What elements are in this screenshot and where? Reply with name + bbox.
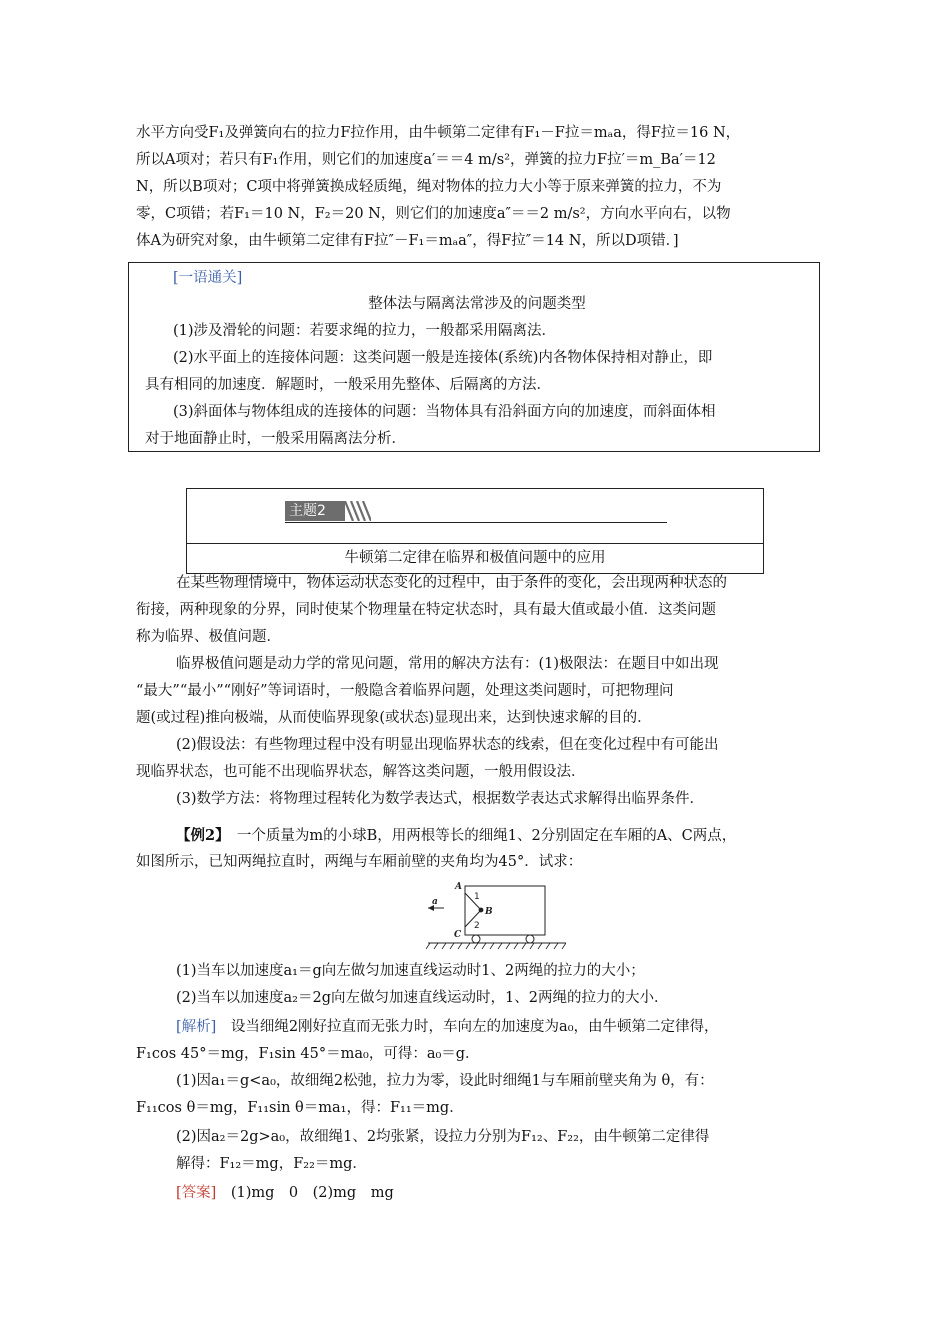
wheel-right (526, 935, 534, 943)
ball-b (479, 908, 484, 913)
top-line-2: 所以A项对；若只有F₁作用，则它们的加速度a′＝＝4 m/s²，弹簧的拉力F拉′＝m_Ba′＝12 (136, 152, 716, 168)
top-line-1: 水平方向受F₁及弹簧向右的拉力F拉作用，由牛顿第二定律有F₁－F拉＝mₐa，得F拉＝16 N， (136, 125, 741, 141)
body-line: 称为临界、极值问题． (136, 629, 281, 645)
body-line: 临界极值问题是动力学的常见问题，常用的解决方法有：(1)极限法：在题目中如出现 (176, 656, 719, 672)
solution-label: [解析] (176, 1019, 217, 1035)
topic-rule (285, 522, 667, 523)
label-rope-1: 1 (474, 892, 480, 902)
body-line: (2)假设法：有些物理过程中没有明显出现临界状态的线索，但在变化过程中有可能出 (176, 737, 719, 753)
summary-box (128, 262, 820, 452)
summary-line: (3)斜面体与物体组成的连接体的问题：当物体具有沿斜面方向的加速度，而斜面体相 (173, 404, 716, 420)
topic-box (186, 488, 764, 574)
summary-title: 整体法与隔离法常涉及的问题类型 (368, 296, 586, 312)
topic-subtitle: 牛顿第二定律在临界和极值问题中的应用 (344, 550, 606, 566)
summary-line: 对于地面静止时，一般采用隔离法分析． (145, 431, 406, 447)
top-line-4: 零，C项错；若F₁＝10 N，F₂＝20 N，则它们的加速度a″＝＝2 m/s²，方向水平向右，以物 (136, 206, 731, 222)
wheel-left (472, 935, 480, 943)
body-line: 题(或过程)推向极端，从而使临界现象(或状态)显现出来，达到快速求解的目的． (136, 710, 652, 726)
cart-diagram (426, 880, 566, 950)
solution-line (176, 1014, 816, 1041)
body-line: “最大”“最小”“刚好”等词语时，一般隐含着临界问题，处理这类问题时，可把物理问 (136, 683, 674, 699)
label-A: A (455, 882, 462, 892)
solution-line: F₁cos 45°＝mg，F₁sin 45°＝ma₀，可得：a₀＝g． (136, 1046, 480, 1062)
body-line: (3)数学方法：将物理过程转化为数学表达式，根据数学表达式求解得出临界条件． (176, 791, 705, 807)
top-line-5: 体A为研究对象，由牛顿第二定律有F拉″－F₁＝mₐa″，得F拉″＝14 N，所以D项错．] (136, 233, 679, 249)
question-2: (2)当车以加速度a₂＝2g向左做匀加速直线运动时，1、2两绳的拉力的大小． (176, 990, 669, 1006)
label-B: B (485, 907, 493, 917)
topic-tag: 主题2 (285, 501, 345, 521)
answer-label: [答案] (176, 1185, 217, 1201)
example-line (176, 822, 816, 850)
top-line-3: N，所以B项对；C项中将弹簧换成轻质绳，绳对物体的拉力大小等于原来弹簧的拉力，不为 (136, 179, 722, 195)
solution-line: (1)因a₁＝g<a₀，故细绳2松弛，拉力为零，设此时细绳1与车厢前壁夹角为 θ，有： (176, 1073, 714, 1089)
body-line: 在某些物理情境中，物体运动状态变化的过程中，由于条件的变化，会出现两种状态的 (176, 575, 727, 591)
summary-line: (2)水平面上的连接体问题：这类问题一般是连接体(系统)内各物体保持相对静止，即 (173, 350, 713, 366)
label-C: C (454, 930, 462, 940)
solution-line: (2)因a₂＝2g>a₀，故细绳1、2均张紧，设拉力分别为F₁₂、F₂₂，由牛顿第二定律得 (176, 1129, 710, 1145)
example-line: 如图所示，已知两绳拉直时，两绳与车厢前壁的夹角均为45°．试求： (136, 854, 583, 870)
solution-line: 解得：F₁₂＝mg，F₂₂＝mg． (176, 1156, 367, 1172)
solution-text: 设当细绳2刚好拉直而无张力时，车向左的加速度为a₀，由牛顿第二定律得， (216, 1019, 719, 1035)
solution-line: F₁₁cos θ＝mg，F₁₁sin θ＝ma₁，得：F₁₁＝mg． (136, 1100, 464, 1116)
summary-line: (1)涉及滑轮的问题：若要求绳的拉力，一般都采用隔离法． (173, 323, 557, 339)
example-label: 【例2】 (176, 827, 223, 844)
body-line: 衔接，两种现象的分界，同时使某个物理量在特定状态时，具有最大值或最小值．这类问题 (136, 602, 716, 618)
answer-text: (1)mg 0 (2)mg mg (216, 1185, 394, 1201)
hatch-decoration-icon (345, 501, 371, 521)
label-a: a (432, 897, 438, 907)
summary-line: 具有相同的加速度．解题时，一般采用先整体、后隔离的方法． (145, 377, 551, 393)
label-rope-2: 2 (474, 921, 480, 931)
body-line: 现临界状态，也可能不出现临界状态，解答这类问题，一般用假设法． (136, 764, 586, 780)
question-1: (1)当车以加速度a₁＝g向左做匀加速直线运动时1、2两绳的拉力的大小； (176, 963, 645, 979)
answer-line (176, 1180, 816, 1207)
summary-tag: [一语通关] (173, 270, 243, 286)
example-text: 一个质量为m的小球B，用两根等长的细绳1、2分别固定在车厢的A、C两点， (222, 828, 737, 844)
